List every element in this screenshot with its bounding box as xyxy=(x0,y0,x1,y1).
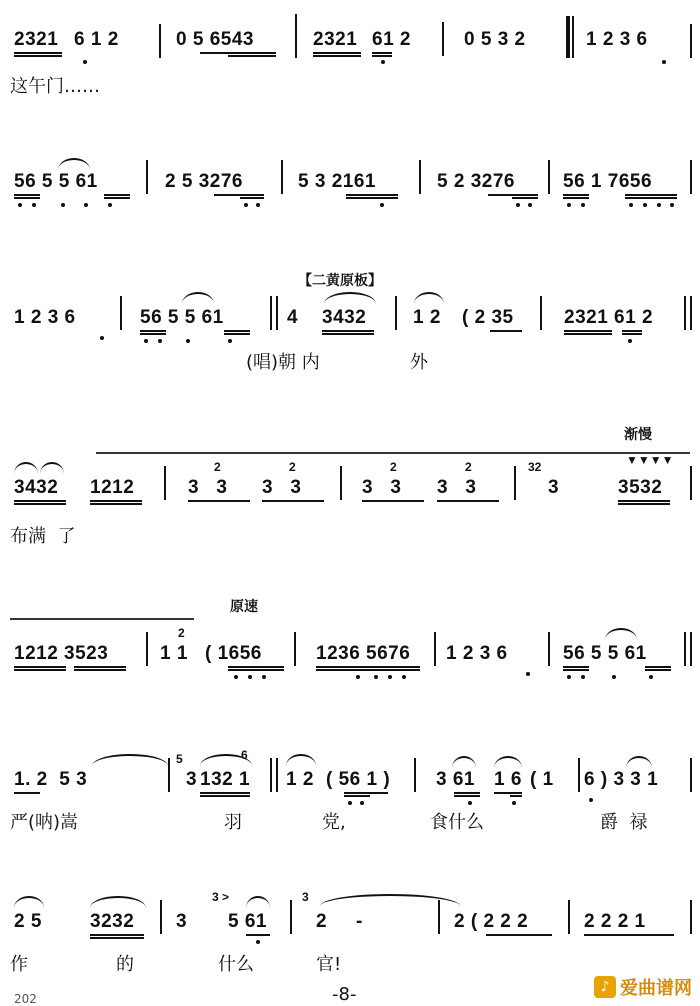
lyric: 爵 禄 xyxy=(600,812,648,833)
accent-marks: ▼▼▼▼ xyxy=(626,453,674,467)
bar-line xyxy=(578,758,580,792)
lyric: 这午门…… xyxy=(10,76,100,97)
note-group: 2321 xyxy=(14,29,59,50)
note-group: 3 xyxy=(176,911,188,932)
note-group: 1 2 xyxy=(413,307,441,328)
note-group: 56 5 5 61 xyxy=(14,171,98,192)
slur xyxy=(90,896,146,908)
note-group: 2321 xyxy=(313,29,358,50)
slur xyxy=(494,756,522,768)
slur xyxy=(324,292,376,304)
logo-text: 爱曲谱网 xyxy=(620,978,692,999)
bar-line xyxy=(281,160,283,194)
slur xyxy=(246,896,270,908)
slur xyxy=(92,754,168,766)
bar-line xyxy=(684,632,686,666)
bar-line xyxy=(438,900,440,934)
page-number: -8- xyxy=(332,984,357,1005)
music-note-icon: ♪ xyxy=(594,976,616,998)
note-group: 3 xyxy=(548,477,560,498)
lyric: 什么 xyxy=(218,954,254,975)
note-group: ( 56 1 ) xyxy=(326,769,391,790)
slur xyxy=(14,896,44,908)
note-group: 5 61 xyxy=(228,911,267,932)
note-group: 6 ) 3 3 1 xyxy=(584,769,659,790)
note-group: 1236 5676 xyxy=(316,643,411,664)
note-group: 3 3 xyxy=(437,477,477,498)
slur xyxy=(452,756,476,768)
note-group: 3 3 xyxy=(188,477,228,498)
section-marker: 【二黄原板】 xyxy=(298,273,382,289)
bar-line xyxy=(146,632,148,666)
lyric: 的 xyxy=(116,954,134,975)
bar-line xyxy=(395,296,397,330)
lyric: 羽 xyxy=(224,812,242,833)
slur xyxy=(58,158,90,170)
slur xyxy=(40,462,64,474)
note-group: 1212 xyxy=(90,477,135,498)
lyric: 布满 了 xyxy=(10,526,76,547)
phrase-line xyxy=(96,452,690,454)
note-group: 4 xyxy=(287,307,299,328)
bar-line xyxy=(540,296,542,330)
note-group: 1 1 xyxy=(160,643,188,664)
bar-line xyxy=(295,14,297,58)
note-group: 3232 xyxy=(90,911,135,932)
slur xyxy=(286,754,316,766)
note-group: 56 1 7656 xyxy=(563,171,653,192)
bar-line xyxy=(414,758,416,792)
slur xyxy=(14,462,38,474)
note-group: 1 2 3 6 xyxy=(446,643,508,664)
note-group: 56 5 5 61 xyxy=(140,307,224,328)
bar-line xyxy=(160,900,162,934)
bar-line xyxy=(514,466,516,500)
bar-line xyxy=(276,296,278,330)
bar-line xyxy=(690,466,692,500)
note-group: 1212 3523 xyxy=(14,643,109,664)
lyric: 党, xyxy=(322,812,346,833)
site-logo xyxy=(594,974,692,1000)
note-group: 1. 2 5 3 xyxy=(14,769,88,790)
note-group: 2 - xyxy=(316,911,363,932)
bar-line xyxy=(146,160,148,194)
bar-line xyxy=(442,22,444,56)
note-group: 2 2 2 1 xyxy=(584,911,646,932)
note-group: 1 6 xyxy=(494,769,522,790)
note-group: 56 5 5 61 xyxy=(563,643,647,664)
slur xyxy=(605,628,637,640)
note-group: ( 2 35 xyxy=(462,307,514,328)
bar-line xyxy=(120,296,122,330)
note-group: 3 3 xyxy=(362,477,402,498)
note-group: 1 2 xyxy=(286,769,314,790)
bar-line xyxy=(690,160,692,194)
lyric: 官! xyxy=(316,954,342,975)
note-group: 3 61 xyxy=(436,769,475,790)
note-group: 2 ( 2 2 2 xyxy=(454,911,529,932)
lyric: 外 xyxy=(410,352,428,373)
slur xyxy=(626,756,652,768)
bar-line xyxy=(159,24,161,58)
note-group: 2 5 3276 xyxy=(165,171,243,192)
bar-line xyxy=(164,466,166,500)
bar-line xyxy=(690,900,692,934)
lyric: 严(呐)嵩 xyxy=(10,812,79,833)
bar-line xyxy=(684,296,686,330)
bar-line xyxy=(568,900,570,934)
note-group: 0 5 6543 xyxy=(176,29,254,50)
bar-line xyxy=(690,632,692,666)
note-group: 2 5 xyxy=(14,911,42,932)
tempo-marker: 渐慢 xyxy=(624,427,652,443)
note-group: 5 3 2161 xyxy=(298,171,376,192)
bar-line xyxy=(690,24,692,58)
note-group: 3432 xyxy=(14,477,59,498)
note-group: ( 1 xyxy=(530,769,554,790)
note-group: 132 1 xyxy=(200,769,251,790)
lyric: 作 xyxy=(10,954,28,975)
bar-line xyxy=(690,296,692,330)
note-group: 3 xyxy=(186,769,198,790)
note-group: 3 3 xyxy=(262,477,302,498)
slur xyxy=(182,292,214,304)
note-group: 6 1 2 xyxy=(74,29,119,50)
bar-line xyxy=(419,160,421,194)
lyric: (唱)朝 内 xyxy=(246,352,320,373)
phrase-line xyxy=(10,618,194,620)
bar-line xyxy=(548,160,550,194)
bar-line xyxy=(290,900,292,934)
bar-line xyxy=(276,758,278,792)
bar-line xyxy=(270,758,272,792)
note-group: 61 2 xyxy=(372,29,411,50)
note-group: 1 2 3 6 xyxy=(14,307,76,328)
note-group: 2321 61 2 xyxy=(564,307,654,328)
bar-line xyxy=(434,632,436,666)
tempo-marker: 原速 xyxy=(230,599,258,615)
bar-line xyxy=(690,758,692,792)
bar-line xyxy=(294,632,296,666)
note-group: 5 2 3276 xyxy=(437,171,515,192)
bar-line xyxy=(340,466,342,500)
note-group: 0 5 3 2 xyxy=(464,29,526,50)
bar-line xyxy=(168,758,170,792)
note-group: 3532 xyxy=(618,477,663,498)
score-sheet: 2321 6 1 2 0 5 6543 2321 61 2 0 5 3 2 1 2 3 6 这午门…… 56 5 5 61 2 5 3276 5 3 2161 5 2 3276 56 1 7656 【二黄原板】 1 2 3 6 56 5 5 61 4 3432 1 2 ( 2 35 2321 61 2 (唱)朝 内 外 渐慢 ▼▼▼▼ 3432 1212 2 3 3 2 3 3 2 3 3 2 3 3 32 3 3532 布满 了 原速 1212 3523 2 1 1 ( 1656 1236 5676 1 2 3 6 56 5 5 61 1. 2 5 3 5 3 6 132 1 1 2 ( 56 1 ) 3 61 1 6 ( 1 6 ) 3 3 1 严(呐)嵩 羽 党, 食什么 爵 禄 2 5 3232 3 3 > 5 61 3 2 - 2 ( 2 2 2 2 2 2 1 作 的 什么 官! 202 -8- ♪ 爱曲谱网 xyxy=(0,0,700,1006)
note-group: 1 2 3 6 xyxy=(586,29,648,50)
repeat-bar xyxy=(572,16,574,58)
repeat-bar xyxy=(566,16,570,58)
footer-fragment: 202 xyxy=(14,992,37,1006)
note-group: ( 1656 xyxy=(205,643,262,664)
lyric: 食什么 xyxy=(430,812,484,833)
slur xyxy=(414,292,444,304)
note-group: 3432 xyxy=(322,307,367,328)
bar-line xyxy=(548,632,550,666)
bar-line xyxy=(270,296,272,330)
